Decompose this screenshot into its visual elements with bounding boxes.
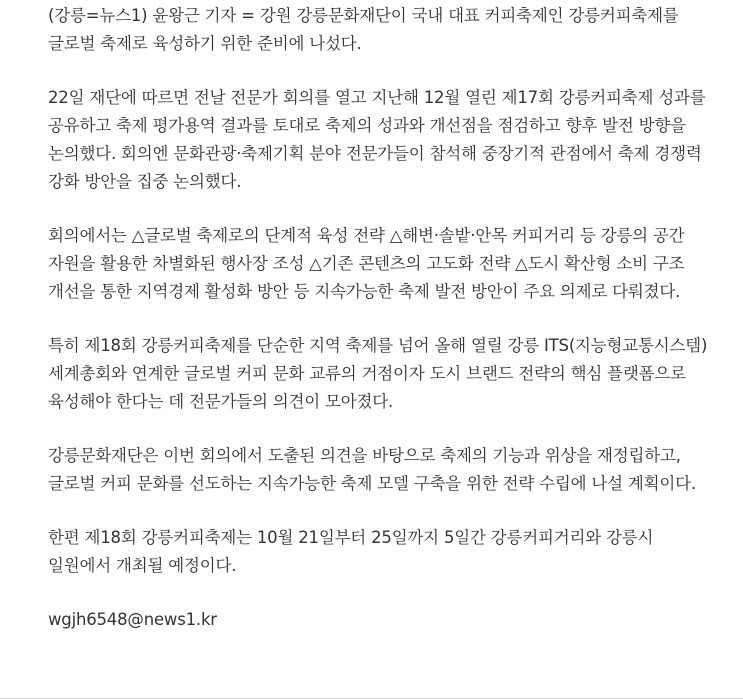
article-paragraph: 강릉문화재단은 이번 회의에서 도출된 의견을 바탕으로 축제의 기능과 위상을 재정립하고, 글로벌 커피 문화를 선도하는 지속가능한 축제 모델 구축을 위한 전략 수립에 나설 계획이다.: [48, 446, 696, 493]
article-body: [48, 0, 720, 634]
article-paragraph: 22일 재단에 따르면 전날 전문가 회의를 열고 지난해 12월 열린 제17회 강릉커피축제 성과를 공유하고 축제 평가용역 결과를 토대로 축제의 성과와 개선점을 점검하고 향후 발전 방향을 논의했다. 회의엔 문화관광·축제기획 분야 전문가들이 참석해 중장기적 관점에서 축제 경쟁력 강화 방안을 집중 논의했다.: [48, 88, 706, 191]
article-paragraph: 특히 제18회 강릉커피축제를 단순한 지역 축제를 넘어 올해 열릴 강릉 ITS(지능형교통시스템) 세계총회와 연계한 글로벌 커피 문화 교류의 거점이자 도시 브랜드 전략의 핵심 플랫폼으로 육성해야 한다는 데 전문가들의 의견이 모아졌다.: [48, 336, 708, 411]
article-paragraph: (강릉=뉴스1) 윤왕근 기자 = 강원 강릉문화재단이 국내 대표 커피축제인 강릉커피축제를 글로벌 축제로 육성하기 위한 준비에 나섰다.: [48, 6, 679, 53]
article-paragraph: 회의에서는 △글로벌 축제로의 단계적 육성 전략 △해변·솔밭·안목 커피거리 등 강릉의 공간 자원을 활용한 차별화된 행사장 조성 △기존 콘텐츠의 고도화 전략 △도시 확산형 소비 구조 개선을 통한 지역경제 활성화 방안 등 지속가능한 축제 발전 방안이 주요 의제로 다뤄졌다.: [48, 226, 685, 301]
article-paragraph: 한편 제18회 강릉커피축제는 10월 21일부터 25일까지 5일간 강릉커피거리와 강릉시 일원에서 개최될 예정이다.: [48, 528, 654, 575]
reporter-email: wgjh6548@news1.kr: [48, 610, 217, 629]
